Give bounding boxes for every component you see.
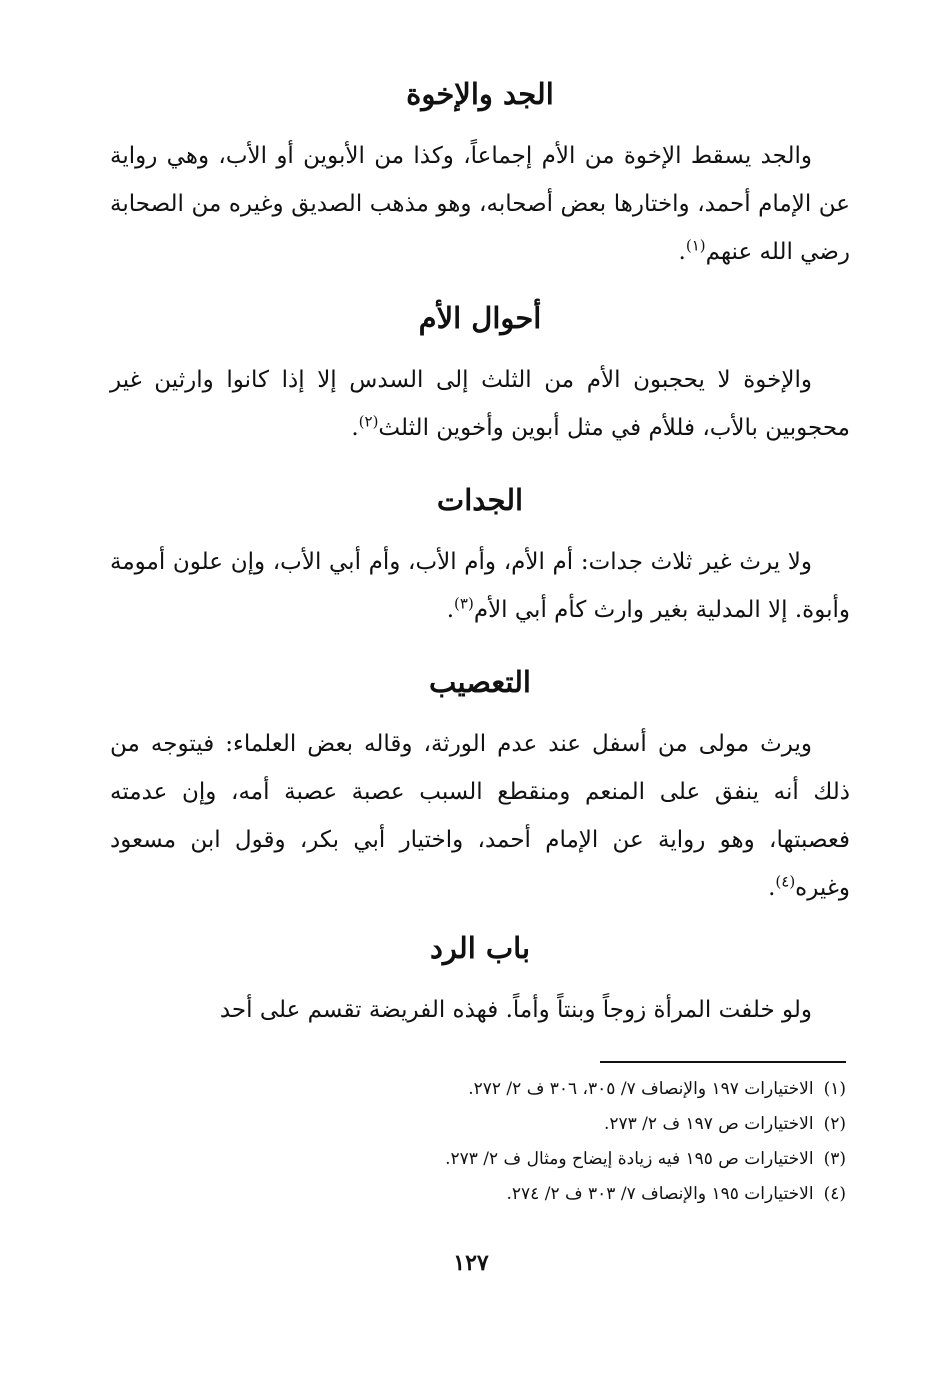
footnote-ref: (٢) xyxy=(358,412,379,431)
footnote-item xyxy=(286,1177,846,1212)
paragraph-end: . xyxy=(768,875,776,901)
footnote-number: (١) xyxy=(823,1079,846,1099)
footnote-text: الاختيارات ١٩٥ والإنصاف ٧/ ٣٠٣ ف ٢/ ٢٧٤. xyxy=(506,1184,814,1204)
footnote-number: (٢) xyxy=(823,1114,846,1134)
footnote-divider xyxy=(600,1061,846,1063)
section-heading: باب الرد xyxy=(429,931,531,965)
paragraph-text: والجد يسقط الإخوة من الأم إجماعاً، وكذا من الأبوين أو الأب، وهي رواية عن الإمام أحمد، واختارها بعض أصحابه، وهو مذهب الصديق وغيره من الصحابة رضي الله عنهم xyxy=(110,143,850,265)
footnote-text: الاختيارات ص ١٩٧ ف ٢/ ٢٧٣. xyxy=(603,1114,814,1134)
footnote-ref: (١) xyxy=(685,236,706,255)
paragraph-end: . xyxy=(351,415,359,441)
section-heading: أحوال الأم xyxy=(418,301,542,335)
section-paragraph xyxy=(110,986,850,1034)
footnote-ref: (٣) xyxy=(454,594,474,613)
section-heading: الجد والإخوة xyxy=(406,77,554,111)
footnote-item xyxy=(286,1142,846,1177)
footnote-item xyxy=(286,1107,846,1142)
section-paragraph xyxy=(110,538,850,634)
paragraph-end: . xyxy=(446,597,455,623)
paragraph-end: . xyxy=(678,239,686,265)
footnote-number: (٣) xyxy=(823,1149,846,1169)
section-paragraph xyxy=(110,132,850,276)
paragraph-text: ولا يرث غير ثلاث جدات: أم الأم، وأم الأب، وأم أبي الأب، وإن علون أمومة وأبوة. إلا المدلية بغير وارث كأم أبي الأم xyxy=(110,549,850,623)
section-grandmothers xyxy=(110,480,850,634)
paragraph-text: ولو خلفت المرأة زوجاً وبنتاً وأماً. فهذه الفريضة تقسم على أحد xyxy=(219,997,812,1023)
footnote-text: الاختيارات ١٩٧ والإنصاف ٧/ ٣٠٥، ٣٠٦ ف ٢/ ٢٧٢. xyxy=(468,1079,814,1099)
section-paragraph xyxy=(110,720,850,912)
section-grandfather-siblings xyxy=(110,74,850,276)
footnotes-list xyxy=(286,1072,846,1212)
section-heading: التعصيب xyxy=(428,665,531,699)
page-number: ١٢٧ xyxy=(453,1250,489,1276)
section-mother-states xyxy=(110,298,850,452)
footnote-item xyxy=(286,1072,846,1107)
footnote-number: (٤) xyxy=(823,1184,846,1204)
section-residuary xyxy=(110,662,850,912)
footnote-ref: (٤) xyxy=(775,872,796,891)
paragraph-text: والإخوة لا يحجبون الأم من الثلث إلى السدس إلا إذا كانوا وارثين غير محجوبين بالأب، فللأم في مثل أبوين وأخوين الثلث xyxy=(110,367,850,441)
section-paragraph xyxy=(110,356,850,452)
section-heading: الجدات xyxy=(436,483,524,517)
footnote-text: الاختيارات ص ١٩٥ فيه زيادة إيضاح ومثال ف ٢/ ٢٧٣. xyxy=(445,1149,814,1169)
section-redistribution xyxy=(110,928,850,1034)
paragraph-text: ويرث مولى من أسفل عند عدم الورثة، وقاله بعض العلماء: فيتوجه من ذلك أنه ينفق على المنعم ومنقطع السبب عصبة عصبة أمه، وإن عدمته فعصبتها، وهو رواية عن الإمام أحمد، واختيار أبي بكر، وقول ابن مسعود وغيره xyxy=(110,731,850,901)
